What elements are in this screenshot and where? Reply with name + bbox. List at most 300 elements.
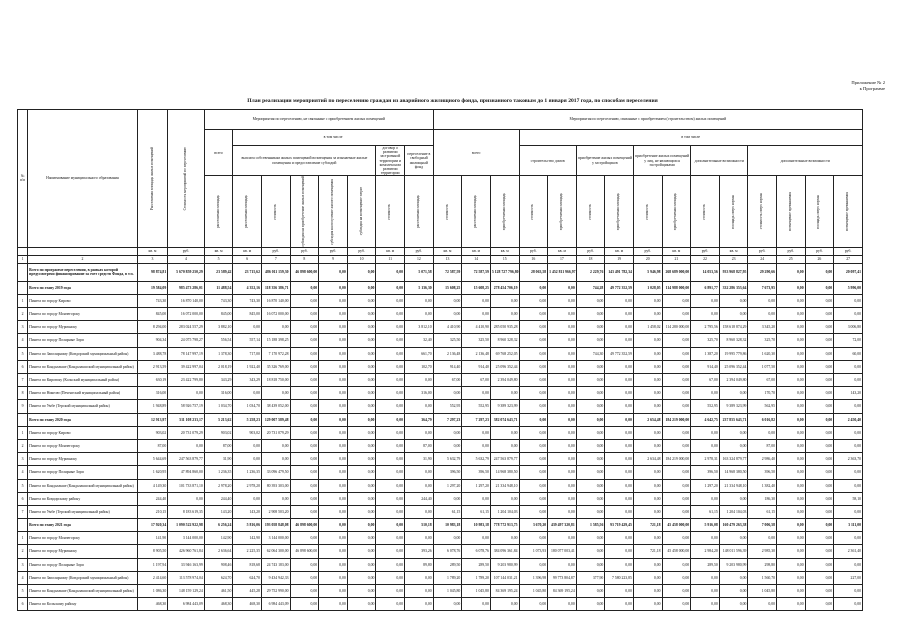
value-cell: 0,00	[548, 439, 577, 452]
value-cell: 0,00	[376, 426, 405, 439]
value-cell: 6 891,77	[691, 281, 720, 294]
value-cell: 552,95	[433, 400, 462, 413]
value-cell: 0,00	[168, 387, 205, 400]
value-cell: 227,00	[834, 571, 863, 584]
column-number: 9	[319, 255, 348, 263]
value-cell: 4 410,90	[433, 321, 462, 334]
value-cell: 0,00	[519, 532, 548, 545]
value-cell: 2 136,48	[433, 347, 462, 360]
value-cell: 0,00	[405, 598, 434, 611]
unit-cell: кв. м	[719, 247, 748, 255]
value-cell: 61,15	[748, 505, 777, 518]
header-g2-total: всего	[433, 130, 519, 176]
value-cell: 0,00	[805, 571, 834, 584]
value-cell: 16 870 140,00	[261, 294, 290, 307]
value-cell: 0,00	[376, 294, 405, 307]
value-cell: 0,00	[633, 558, 662, 571]
value-cell: 31,90	[405, 453, 434, 466]
value-cell: 0,00	[719, 387, 748, 400]
value-cell: 23 422 799,80	[168, 374, 205, 387]
value-cell: 0,00	[519, 505, 548, 518]
unit-cell: руб.	[834, 247, 863, 255]
value-cell: 0,00	[605, 387, 634, 400]
table-row	[18, 374, 863, 387]
value-cell: 28 063,58	[519, 263, 548, 281]
value-cell: 0,00	[805, 492, 834, 505]
value-cell: 1 297,20	[433, 479, 462, 492]
value-cell: 237 855 643,71	[719, 413, 748, 426]
municipality-name: Пинега по Кандалакше (Кандалакшский муниципальный район)	[28, 479, 138, 492]
value-cell: 6 984 443,09	[168, 598, 205, 611]
value-cell: 1 560,70	[748, 571, 777, 584]
value-cell: 33 946 163,99	[168, 558, 205, 571]
value-cell: 0,00	[805, 413, 834, 426]
municipality-name: Пинега по Кандалакше (Кандалакшский муниципальный район)	[28, 360, 138, 373]
value-cell: 0,00	[319, 360, 348, 373]
value-cell: 0,00	[347, 479, 376, 492]
value-cell: 72 587,59	[433, 263, 462, 281]
value-cell: 0,00	[605, 413, 634, 426]
value-cell: 0,00	[376, 479, 405, 492]
value-cell: 170,70	[748, 387, 777, 400]
value-cell: 0,00	[519, 334, 548, 347]
value-cell: 0,00	[633, 387, 662, 400]
value-cell: 0,00	[490, 426, 519, 439]
value-cell: 0,00	[319, 334, 348, 347]
value-cell: 148 159 129,24	[168, 585, 205, 598]
municipality-name: Пинега по Кандалакше (Кандалакшский муниципальный район)	[28, 585, 138, 598]
unit-cell: кв. м	[433, 247, 462, 255]
value-cell: 21 334 948,10	[490, 479, 519, 492]
unit-cell: руб.	[633, 247, 662, 255]
value-cell: 4 352,16	[233, 281, 262, 294]
value-cell: 0,00	[748, 598, 777, 611]
value-cell: 778 772 913,75	[490, 519, 519, 532]
value-cell: 0,00	[576, 400, 605, 413]
value-cell: 468,30	[233, 598, 262, 611]
value-cell: 0,00	[576, 585, 605, 598]
unit-cell: руб.	[261, 247, 290, 255]
table-row	[18, 505, 863, 518]
value-cell: 0,00	[433, 598, 462, 611]
value-cell: 0,00	[462, 294, 491, 307]
header-sub-col-18: стоимость	[576, 176, 605, 248]
value-cell: 0,00	[290, 439, 319, 452]
table-row	[18, 308, 863, 321]
total-row	[18, 263, 863, 281]
value-cell: 6 078,76	[433, 545, 462, 558]
value-cell: 0,00	[490, 492, 519, 505]
value-cell: 382 074 643,71	[490, 413, 519, 426]
value-cell: 0,00	[633, 532, 662, 545]
value-cell: 743,30	[137, 294, 167, 307]
value-cell: 377,90	[576, 571, 605, 584]
value-cell: 0,00	[662, 387, 691, 400]
value-cell: 0,00	[548, 479, 577, 492]
value-cell: 0,00	[290, 308, 319, 321]
value-cell: 0,00	[748, 294, 777, 307]
value-cell: 5 632,79	[462, 453, 491, 466]
municipality-name: Пинега по Никелю (Печенгский муниципальный район)	[28, 387, 138, 400]
value-cell: 0,00	[805, 360, 834, 373]
value-cell: 114 988 000,00	[662, 281, 691, 294]
column-number: 20	[633, 255, 662, 263]
value-cell: 160 479 263,38	[719, 519, 748, 532]
value-cell: 15 608,25	[462, 281, 491, 294]
value-cell: 0,00	[605, 439, 634, 452]
unit-cell	[28, 247, 138, 255]
value-cell: 69 768 252,05	[490, 347, 519, 360]
value-cell: 0,00	[319, 294, 348, 307]
header-g2a: строительство домов	[519, 146, 576, 176]
value-cell: 0,00	[805, 585, 834, 598]
value-cell: 0,00	[319, 453, 348, 466]
value-cell: 0,00	[576, 532, 605, 545]
value-cell: 0,00	[376, 360, 405, 373]
value-cell: 0,00	[462, 439, 491, 452]
value-cell: 0,00	[576, 598, 605, 611]
value-cell: 1 297,20	[691, 479, 720, 492]
value-cell: 247 563 879,77	[490, 453, 519, 466]
header-g1-incl: в том числе	[233, 130, 433, 146]
appendix-ref: к Программе	[859, 86, 885, 92]
value-cell: 0,00	[319, 519, 348, 532]
document-title: План реализации мероприятий по переселению граждан из аварийного жилищного фонда, признанного таковым до 1 января 2017 года, по способам переселения	[247, 98, 658, 104]
value-cell: 84 369 195,24	[548, 585, 577, 598]
column-number: 4	[168, 255, 205, 263]
value-cell: 0,00	[462, 532, 491, 545]
value-cell: 426 960 761,84	[168, 545, 205, 558]
value-cell: 0,00	[405, 308, 434, 321]
value-cell: 0,00	[347, 347, 376, 360]
value-cell: 325,50	[462, 334, 491, 347]
value-cell: 2 136,48	[462, 347, 491, 360]
municipality-name: Пинега по городу Мончегорску	[28, 308, 138, 321]
column-number: 19	[605, 255, 634, 263]
unit-cell: кв. м	[204, 247, 233, 255]
header-group-1: Мероприятия по переселению, не связанные с приобретением жилых помещений	[204, 110, 433, 130]
value-cell: 0,00	[347, 334, 376, 347]
row-number: 4	[18, 571, 28, 584]
value-cell: 1 620,30	[748, 347, 777, 360]
value-cell: 35 326 769,00	[261, 360, 290, 373]
value-cell: 914,40	[462, 360, 491, 373]
unit-cell: руб.	[519, 247, 548, 255]
value-cell: 0,00	[777, 400, 806, 413]
value-cell: 0,00	[519, 387, 548, 400]
value-cell: 624,70	[233, 571, 262, 584]
value-cell: 0,00	[376, 374, 405, 387]
value-cell: 0,00	[405, 479, 434, 492]
value-cell: 23 715,62	[233, 263, 262, 281]
value-cell: 148 011 596,39	[719, 545, 748, 558]
value-cell: 0,00	[519, 360, 548, 373]
value-cell: 0,00	[719, 571, 748, 584]
value-cell: 0,00	[548, 294, 577, 307]
value-cell: 0,00	[719, 439, 748, 452]
value-cell: 0,00	[261, 492, 290, 505]
municipality-name: Пинега по городу Полярные Зори	[28, 466, 138, 479]
value-cell: 193 058 848,08	[261, 519, 290, 532]
value-cell: 0,00	[691, 532, 720, 545]
value-cell: 0,00	[376, 532, 405, 545]
value-cell: 0,00	[834, 439, 863, 452]
value-cell: 933 968 827,95	[719, 263, 748, 281]
value-cell: 556,54	[204, 334, 233, 347]
value-cell: 0,00	[777, 532, 806, 545]
value-cell: 0,00	[748, 426, 777, 439]
value-cell: 0,00	[605, 466, 634, 479]
value-cell: 0,00	[691, 439, 720, 452]
municipality-name: Пинега по городу Кирово	[28, 426, 138, 439]
value-cell: 107 144 031,21	[490, 571, 519, 584]
value-cell: 101 733 871,10	[168, 479, 205, 492]
value-cell: 0,00	[805, 334, 834, 347]
value-cell: 142,90	[204, 532, 233, 545]
value-cell: 0,00	[777, 347, 806, 360]
value-cell: 2 634,48	[633, 453, 662, 466]
value-cell: 0,00	[805, 294, 834, 307]
value-cell: 0,00	[662, 479, 691, 492]
value-cell: 0,00	[548, 400, 577, 413]
value-cell: 180 077 003,41	[548, 545, 577, 558]
header-sub-col-20: стоимость	[633, 176, 662, 248]
value-cell: 0,00	[376, 308, 405, 321]
header-g2d: дополнительные возможности	[691, 146, 748, 176]
value-cell: 2 985,30	[748, 545, 777, 558]
value-cell: 0,00	[233, 453, 262, 466]
value-cell: 0,00	[691, 492, 720, 505]
unit-cell: руб.	[405, 247, 434, 255]
table-row	[18, 571, 863, 584]
value-cell: 0,00	[290, 321, 319, 334]
value-cell: 468,30	[204, 598, 233, 611]
value-cell: 72 587,59	[462, 263, 491, 281]
value-cell: 8 960 328,32	[719, 334, 748, 347]
value-cell: 5 670 859 250,29	[168, 263, 205, 281]
value-cell: 0,00	[777, 413, 806, 426]
value-cell: 0,00	[834, 294, 863, 307]
value-cell: 0,00	[405, 585, 434, 598]
value-cell: 61,15	[462, 505, 491, 518]
value-cell: 1 236,35	[204, 466, 233, 479]
value-cell: 0,00	[662, 466, 691, 479]
value-cell: 62 064 300,00	[261, 545, 290, 558]
value-cell: 0,00	[662, 532, 691, 545]
value-cell: 0,00	[376, 439, 405, 452]
column-number: 5	[204, 255, 233, 263]
municipality-name: Всего по этапу 2021 года	[28, 519, 138, 532]
value-cell: 2 363,70	[834, 453, 863, 466]
value-cell: 0,00	[433, 532, 462, 545]
value-cell: 0,00	[319, 374, 348, 387]
unit-cell: руб.	[805, 247, 834, 255]
value-cell: 0,00	[405, 571, 434, 584]
value-cell: 0,00	[576, 413, 605, 426]
value-cell: 744,28	[576, 281, 605, 294]
value-cell: 0,00	[805, 532, 834, 545]
value-cell: 0,00	[519, 321, 548, 334]
value-cell: 0,00	[376, 571, 405, 584]
value-cell: 3 882,10	[204, 321, 233, 334]
value-cell: 0,00	[777, 426, 806, 439]
value-cell: 12 913,97	[137, 413, 167, 426]
value-cell: 845,00	[204, 308, 233, 321]
value-cell: 0,00	[691, 387, 720, 400]
row-number: 2	[18, 308, 28, 321]
value-cell: 2 225,35	[233, 545, 262, 558]
municipality-name: Пинега по городу Мончегорску	[28, 439, 138, 452]
value-cell: 0,00	[519, 558, 548, 571]
value-cell: 9 389 323,99	[719, 400, 748, 413]
value-cell: 87,00	[405, 439, 434, 452]
row-number	[18, 263, 28, 281]
row-number: 4	[18, 466, 28, 479]
value-cell: 1 297,20	[462, 479, 491, 492]
value-cell: 0,00	[319, 571, 348, 584]
value-cell: 0,00	[662, 571, 691, 584]
column-number: 7	[261, 255, 290, 263]
value-cell: 2 394 049,80	[490, 374, 519, 387]
value-cell: 0,00	[462, 308, 491, 321]
value-cell: 186,30	[748, 492, 777, 505]
value-cell: 1 086,30	[137, 585, 167, 598]
value-cell: 0,00	[805, 308, 834, 321]
value-cell: 1 045,80	[462, 585, 491, 598]
value-cell: 0,00	[519, 453, 548, 466]
value-cell: 0,00	[290, 532, 319, 545]
value-cell: 0,00	[290, 479, 319, 492]
value-cell: 9 203 980,99	[719, 558, 748, 571]
value-cell: 0,00	[319, 505, 348, 518]
value-cell: 0,00	[834, 360, 863, 373]
value-cell: 3 111,00	[834, 519, 863, 532]
unit-cell: руб.	[748, 247, 777, 255]
value-cell: 0,00	[748, 308, 777, 321]
header-sub-col-24: стоимость сверх нормы	[748, 176, 777, 248]
value-cell: 0,00	[376, 387, 405, 400]
value-cell: 0,00	[519, 374, 548, 387]
municipality-name: Всего по программе переселения, в рамках которой предусмотрено финансирование за счет средств Фонда, в т.ч.	[28, 263, 138, 281]
row-number: 3	[18, 558, 28, 571]
value-cell: 24 743 183,00	[261, 558, 290, 571]
value-cell: 7 580 223,85	[605, 571, 634, 584]
header-sub-col-9: субсидия на получение жилого помещения	[319, 176, 348, 248]
value-cell: 19 995 779,86	[719, 347, 748, 360]
municipality-name: Пинега по городу Кирово	[28, 294, 138, 307]
header-sub-col-11: стоимость	[376, 176, 405, 248]
value-cell: 0,00	[405, 374, 434, 387]
value-cell: 7 170 972,28	[261, 347, 290, 360]
value-cell: 1 034,70	[204, 400, 233, 413]
header-mo: Наименование муниципального образования	[28, 110, 138, 248]
value-cell: 0,00	[405, 426, 434, 439]
value-cell: 0,00	[347, 571, 376, 584]
value-cell: 0,00	[834, 466, 863, 479]
value-cell: 0,00	[834, 426, 863, 439]
header-sub-col-15: приобретаемая площадь	[490, 176, 519, 248]
value-cell: 14 968 380,50	[719, 466, 748, 479]
value-cell: 0,00	[662, 585, 691, 598]
municipality-name: Пинега по Умбе (Терский муниципальный район)	[28, 400, 138, 413]
header-total-cost: Стоимость мероприятий по переселению	[168, 110, 205, 248]
units-row	[18, 247, 863, 255]
value-cell: 46 898 600,00	[290, 519, 319, 532]
value-cell: 2 394 049,80	[719, 374, 748, 387]
value-cell: 0,00	[662, 308, 691, 321]
value-cell: 914,40	[433, 360, 462, 373]
value-cell: 1 045,80	[433, 585, 462, 598]
table-row	[18, 294, 863, 307]
value-cell: 0,00	[261, 439, 290, 452]
value-cell: 0,00	[519, 492, 548, 505]
value-cell: 325,50	[433, 334, 462, 347]
value-cell: 0,00	[633, 374, 662, 387]
value-cell: 0,00	[605, 374, 634, 387]
value-cell: 0,00	[719, 308, 748, 321]
value-cell: 0,00	[347, 281, 376, 294]
table-row	[18, 334, 863, 347]
value-cell: 0,00	[805, 479, 834, 492]
value-cell: 0,00	[548, 321, 577, 334]
value-cell: 0,00	[633, 598, 662, 611]
value-cell: 283 024 557,29	[168, 321, 205, 334]
value-cell: 744,30	[576, 347, 605, 360]
value-cell: 8 183 619,35	[168, 505, 205, 518]
value-cell: 0,00	[605, 585, 634, 598]
value-cell: 0,00	[347, 321, 376, 334]
value-cell: 0,00	[319, 532, 348, 545]
value-cell: 0,00	[662, 558, 691, 571]
value-cell: 0,00	[319, 308, 348, 321]
value-cell: 0,00	[433, 439, 462, 452]
value-cell: 0,00	[233, 492, 262, 505]
value-cell: 2 636,64	[204, 545, 233, 558]
value-cell: 1 585,56	[576, 519, 605, 532]
value-cell: 0,00	[319, 585, 348, 598]
value-cell: 67,00	[748, 374, 777, 387]
value-cell: 0,00	[376, 598, 405, 611]
column-number: 3	[137, 255, 167, 263]
header-sub-col-23: площадь сверх нормы	[719, 176, 748, 248]
value-cell: 3 144 000,00	[168, 532, 205, 545]
value-cell: 6 984 443,09	[261, 598, 290, 611]
value-cell: 0,00	[691, 294, 720, 307]
value-cell: 661,70	[405, 347, 434, 360]
value-cell: 6 016,82	[748, 413, 777, 426]
unit-cell: руб.	[576, 247, 605, 255]
value-cell: 0,00	[605, 598, 634, 611]
value-cell: 0,00	[805, 374, 834, 387]
row-number: 9	[18, 400, 28, 413]
header-group-2: Мероприятия по переселению, связанные с приобретением (строительством) жилых помещений	[433, 110, 862, 130]
value-cell: 0,00	[662, 439, 691, 452]
municipality-name: Пинега по городу Полярные Зори	[28, 334, 138, 347]
value-cell: 0,00	[719, 294, 748, 307]
table-row	[18, 426, 863, 439]
value-cell: 0,00	[605, 400, 634, 413]
value-cell: 0,00	[319, 387, 348, 400]
header-sub-col-16: стоимость	[519, 176, 548, 248]
value-cell: 8 294,00	[137, 321, 167, 334]
column-number: 8	[290, 255, 319, 263]
table-row	[18, 347, 863, 360]
appendix-number: Приложение № 2	[851, 80, 885, 85]
value-cell: 914,40	[691, 360, 720, 373]
value-cell: 78 147 997,19	[168, 347, 205, 360]
value-cell: 0,00	[777, 360, 806, 373]
table-row	[18, 585, 863, 598]
